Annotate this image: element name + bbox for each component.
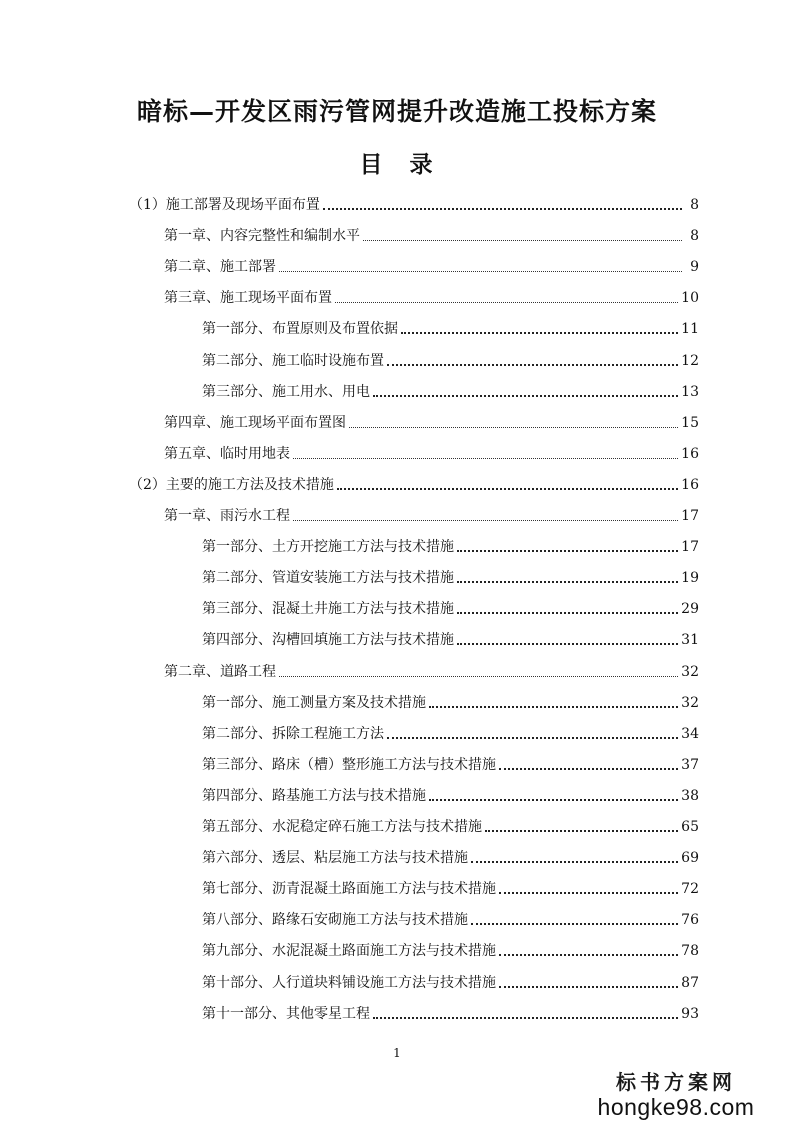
toc-entry[interactable] <box>164 224 699 246</box>
toc-entry[interactable] <box>164 504 699 526</box>
toc-entry[interactable] <box>164 442 699 464</box>
toc-entry-label: 第三章、施工现场平面布置 <box>164 290 332 307</box>
toc-entry-label: 第二部分、施工临时设施布置 <box>202 352 384 369</box>
toc-leader-dots <box>471 923 678 925</box>
toc-entry[interactable] <box>202 815 699 837</box>
toc-leader-dots <box>387 737 678 739</box>
toc-entry-page: 15 <box>681 414 699 431</box>
watermark-line1: 标书方案网 <box>616 1070 736 1094</box>
toc-entry-label: 第九部分、水泥混凝土路面施工方法与技术措施 <box>202 943 496 960</box>
toc-entry-label: 第一章、雨污水工程 <box>164 508 290 524</box>
toc-leader-dots <box>337 488 678 490</box>
toc-entry-label: 第八部分、路缘石安砌施工方法与技术措施 <box>202 912 468 929</box>
toc-entry[interactable] <box>129 473 699 495</box>
toc-leader-dots <box>457 612 678 614</box>
toc-leader-dots <box>429 799 678 801</box>
toc-entry[interactable] <box>202 846 699 868</box>
toc-entry-label: 第一章、内容完整性和编制水平 <box>164 228 360 245</box>
toc-entry-page: 69 <box>681 850 699 867</box>
toc-leader-dots <box>457 581 678 583</box>
toc-entry-page: 78 <box>681 943 699 960</box>
toc-heading: 目 录 <box>359 151 435 178</box>
toc-entry-page: 32 <box>681 663 699 680</box>
toc-entry-page: 17 <box>681 539 699 556</box>
toc-entry[interactable] <box>164 411 699 433</box>
toc-entry-label: 第十部分、人行道块料铺设施工方法与技术措施 <box>202 974 496 991</box>
toc-entry-page: 65 <box>681 819 699 835</box>
toc-entry-label: 第三部分、混凝土井施工方法与技术措施 <box>202 601 454 618</box>
toc-entry-page: 93 <box>681 1005 699 1022</box>
toc-leader-dots <box>471 861 678 863</box>
toc-entry-page: 16 <box>681 476 699 493</box>
toc-leader-dots <box>457 643 678 645</box>
toc-leader-dots <box>349 427 678 428</box>
toc-entry[interactable] <box>202 691 699 713</box>
toc-leader-dots <box>323 208 682 210</box>
toc-entry[interactable] <box>164 660 699 682</box>
toc-leader-dots <box>293 520 678 521</box>
toc-leader-dots <box>373 1017 678 1019</box>
toc-leader-dots <box>499 892 678 894</box>
toc-entry[interactable] <box>202 349 699 371</box>
watermark-logo <box>576 1070 776 1120</box>
toc-entry-label: 第三部分、路床（槽）整形施工方法与技术措施 <box>202 756 496 773</box>
toc-entry-page: 29 <box>681 601 699 618</box>
toc-leader-dots <box>335 302 678 303</box>
toc-entry-label: 第十一部分、其他零星工程 <box>202 1005 370 1022</box>
toc-entry-label: 第一部分、施工测量方案及技术措施 <box>202 694 426 711</box>
toc-entry[interactable] <box>202 877 699 899</box>
toc-entry-label: 第三部分、施工用水、用电 <box>202 383 370 400</box>
toc-leader-dots <box>387 364 678 366</box>
toc-entry[interactable] <box>202 535 699 557</box>
toc-entry-label: 第一部分、土方开挖施工方法与技术措施 <box>202 539 454 556</box>
toc-entry-page: 8 <box>690 228 699 245</box>
toc-entry-label: 第二章、道路工程 <box>164 663 276 680</box>
toc-leader-dots <box>279 676 678 677</box>
toc-entry-page: 37 <box>681 756 699 773</box>
toc-entry-label: 第七部分、沥青混凝土路面施工方法与技术措施 <box>202 881 496 898</box>
toc-entry-page: 11 <box>681 321 699 338</box>
toc-entry-page: 34 <box>681 725 699 742</box>
toc-entry-label: 第二部分、拆除工程施工方法 <box>202 725 384 742</box>
toc-entry-label: 第五章、临时用地表 <box>164 445 290 462</box>
toc-entry[interactable] <box>202 971 699 993</box>
toc-entry[interactable] <box>202 908 699 930</box>
toc-entry-page: 32 <box>681 694 699 711</box>
toc-leader-dots <box>279 271 682 272</box>
toc-entry[interactable] <box>164 286 699 308</box>
toc-leader-dots <box>499 954 678 956</box>
toc-entry-page: 76 <box>681 912 699 929</box>
toc-leader-dots <box>457 550 678 552</box>
toc-entry-page: 72 <box>681 881 699 898</box>
toc-entry[interactable] <box>202 753 699 775</box>
toc-leader-dots <box>363 240 682 241</box>
toc-entry-page: 31 <box>681 632 699 649</box>
toc-leader-dots <box>499 768 678 770</box>
toc-entry-label: 第四部分、路基施工方法与技术措施 <box>202 787 426 804</box>
toc-entry-label: 第二部分、管道安装施工方法与技术措施 <box>202 570 454 587</box>
watermark-line2: hongke98.com <box>597 1094 755 1120</box>
toc-entry-label: 第五部分、水泥稳定碎石施工方法与技术措施 <box>202 819 482 835</box>
toc-entry-page: 13 <box>681 383 699 400</box>
toc-entry[interactable] <box>202 317 699 339</box>
toc-entry-page: 17 <box>681 508 699 524</box>
toc-entry-label: （1）施工部署及现场平面布置 <box>129 197 320 213</box>
toc-entry-label: 第四章、施工现场平面布置图 <box>164 414 346 431</box>
toc-entry-page: 87 <box>681 974 699 991</box>
toc-leader-dots <box>293 458 678 459</box>
toc-leader-dots <box>373 395 678 397</box>
toc-entry-page: 10 <box>681 290 699 307</box>
toc-entry[interactable] <box>202 939 699 961</box>
toc-entry-label: 第一部分、布置原则及布置依据 <box>202 321 398 338</box>
toc-entry[interactable] <box>202 1002 699 1024</box>
toc-entry[interactable] <box>202 784 699 806</box>
toc-entry[interactable] <box>202 597 699 619</box>
toc-leader-dots <box>401 332 678 334</box>
toc-entry-page: 9 <box>690 259 699 276</box>
toc-entry-page: 38 <box>681 787 699 804</box>
toc-entry[interactable] <box>164 255 699 277</box>
toc-entry-label: 第二章、施工部署 <box>164 259 276 276</box>
toc-entry-label: 第六部分、透层、粘层施工方法与技术措施 <box>202 850 468 867</box>
toc-entry[interactable] <box>202 628 699 650</box>
toc-entry[interactable] <box>129 193 699 215</box>
toc-entry-page: 19 <box>681 570 699 587</box>
toc-leader-dots <box>485 830 678 832</box>
page-number: 1 <box>393 1046 401 1060</box>
toc-entry[interactable] <box>202 722 699 744</box>
toc-leader-dots <box>429 706 678 708</box>
toc-leader-dots <box>499 986 678 988</box>
toc-entry-label: 第四部分、沟槽回填施工方法与技术措施 <box>202 632 454 649</box>
toc-entry[interactable] <box>202 566 699 588</box>
toc-entry-label: （2）主要的施工方法及技术措施 <box>129 476 334 493</box>
toc-entry-page: 16 <box>681 445 699 462</box>
toc-entry[interactable] <box>202 380 699 402</box>
toc-entry-page: 12 <box>681 352 699 369</box>
toc-entry-page: 8 <box>690 197 699 213</box>
document-title: 暗标—开发区雨污管网提升改造施工投标方案 <box>136 97 657 126</box>
